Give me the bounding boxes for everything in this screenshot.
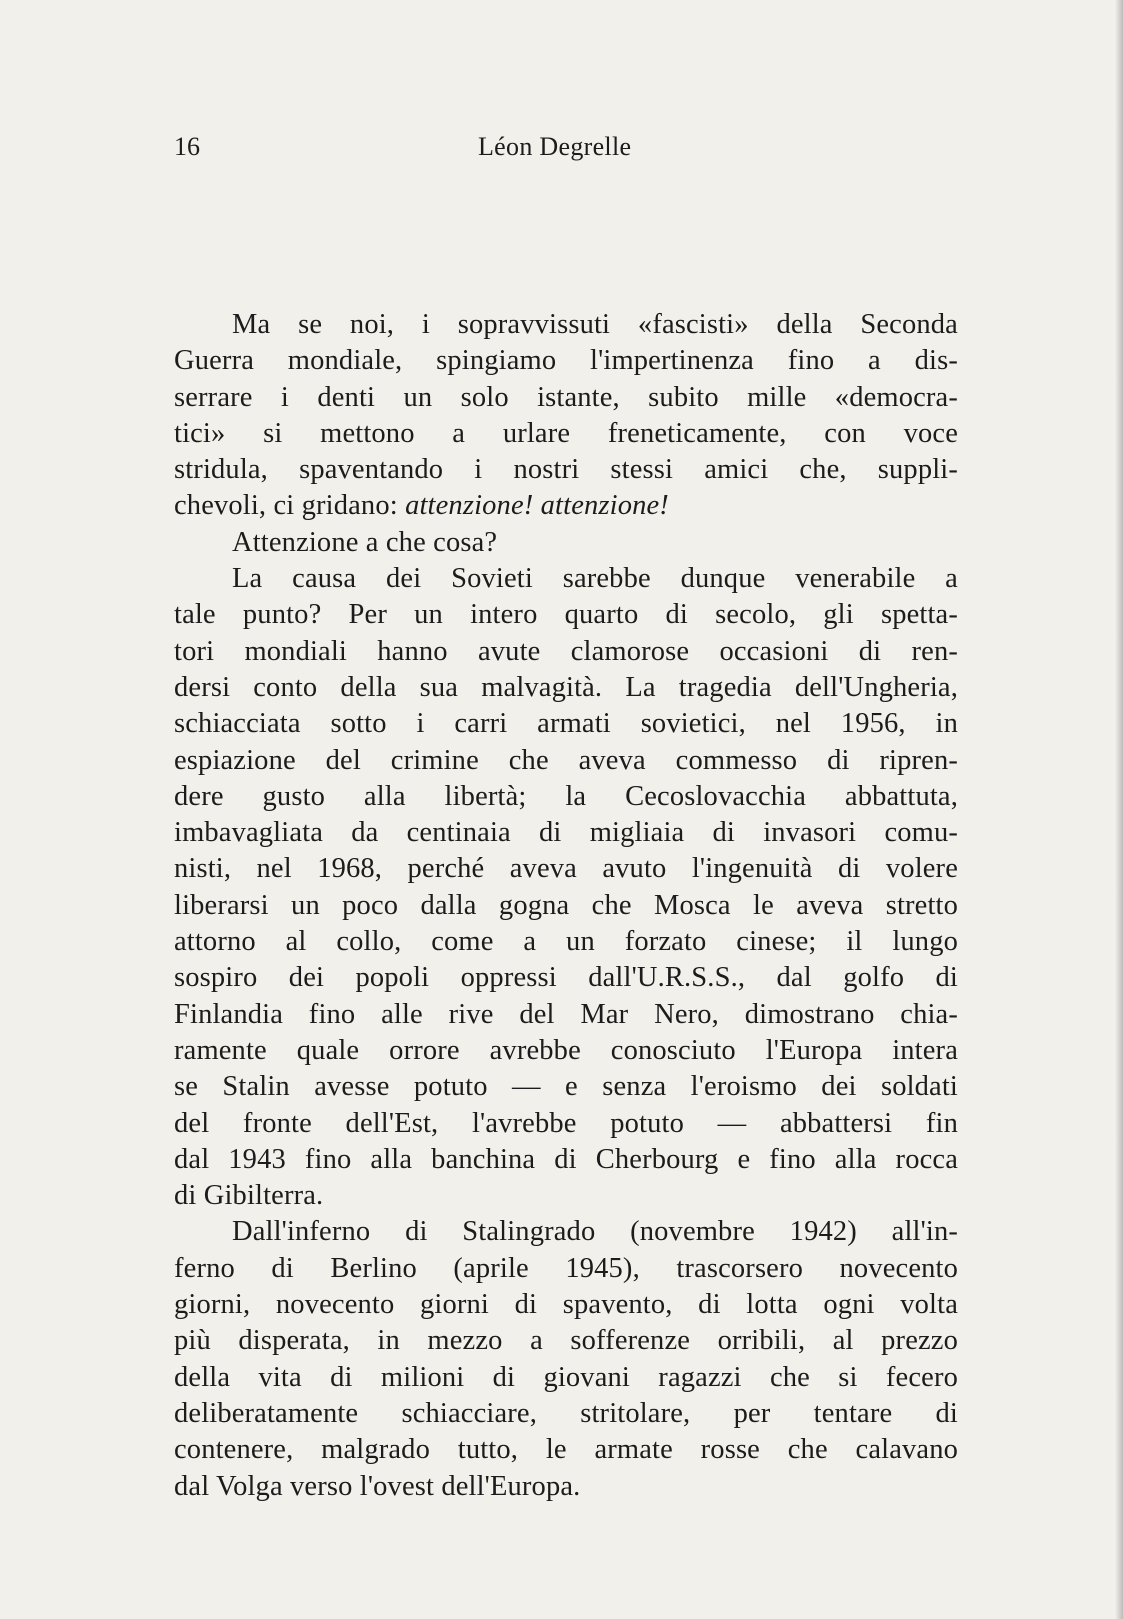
- text-line: stridula, spaventando i nostri stessi amici che, suppli-: [174, 454, 958, 486]
- text-line: schiacciata sotto i carri armati sovietici, nel 1956, in: [174, 708, 958, 740]
- text-line: del fronte dell'Est, l'avrebbe potuto — abbattersi fin: [174, 1107, 958, 1139]
- text-line: dal 1943 fino alla banchina di Cherbourg e fino alla rocca: [174, 1143, 958, 1175]
- text-line: dersi conto della sua malvagità. La tragedia dell'Ungheria,: [174, 671, 958, 703]
- text-line: Finlandia fino alle rive del Mar Nero, dimostrano chia-: [174, 998, 958, 1030]
- text-line: contenere, malgrado tutto, le armate rosse che calavano: [174, 1434, 958, 1466]
- text-line: liberarsi un poco dalla gogna che Mosca le aveva stretto: [174, 889, 958, 921]
- text-line: espiazione del crimine che aveva commesso di ripren-: [174, 744, 958, 776]
- text-line: Guerra mondiale, spingiamo l'impertinenza fino a dis-: [174, 345, 958, 377]
- body-text: [174, 307, 958, 1505]
- text-line: sospiro dei popoli oppressi dall'U.R.S.S., dal golfo di: [174, 962, 958, 994]
- text-line: serrare i denti un solo istante, subito mille «democra-: [174, 381, 958, 413]
- text-line: della vita di milioni di giovani ragazzi che si fecero: [174, 1361, 958, 1393]
- text-line: più disperata, in mezzo a sofferenze orribili, al prezzo: [174, 1325, 958, 1357]
- text-line: [174, 488, 958, 524]
- text-line: di Gibilterra.: [174, 1180, 324, 1212]
- text-line: La causa dei Sovieti sarebbe dunque venerabile a: [232, 563, 958, 595]
- text-line: Dall'inferno di Stalingrado (novembre 1942) all'in-: [232, 1216, 958, 1248]
- text-line: imbavagliata da centinaia di migliaia di invasori comu-: [174, 817, 958, 849]
- text-line: deliberatamente schiacciare, stritolare, per tentare di: [174, 1397, 958, 1429]
- italic-exclamation: attenzione! attenzione!: [405, 490, 669, 522]
- text-line: tori mondiali hanno avute clamorose occasioni di ren-: [174, 635, 958, 667]
- page-edge-shadow: [1115, 0, 1123, 1619]
- text-line: giorni, novecento giorni di spavento, di lotta ogni volta: [174, 1289, 958, 1321]
- text-line: nisti, nel 1968, perché aveva avuto l'ingenuità di volere: [174, 853, 958, 885]
- text-segment: chevoli, ci gridano:: [174, 490, 398, 522]
- text-line: attorno al collo, come a un forzato cinese; il lungo: [174, 926, 958, 958]
- text-line: dal Volga verso l'ovest dell'Europa.: [174, 1470, 581, 1502]
- text-line: Ma se noi, i sopravvissuti «fascisti» della Seconda: [232, 309, 958, 340]
- running-title: Léon Degrelle: [478, 132, 632, 161]
- page-number: 16: [174, 132, 200, 161]
- text-line: tici» si mettono a urlare freneticamente, con voce: [174, 417, 958, 449]
- text-line: ferno di Berlino (aprile 1945), trascorsero novecento: [174, 1252, 958, 1284]
- text-line: tale punto? Per un intero quarto di secolo, gli spetta-: [174, 599, 958, 631]
- text-line: dere gusto alla libertà; la Cecoslovacchia abbattuta,: [174, 780, 958, 812]
- text-line: Attenzione a che cosa?: [232, 526, 498, 558]
- text-line: se Stalin avesse potuto — e senza l'eroismo dei soldati: [174, 1071, 958, 1103]
- text-line: ramente quale orrore avrebbe conosciuto l'Europa intera: [174, 1034, 958, 1066]
